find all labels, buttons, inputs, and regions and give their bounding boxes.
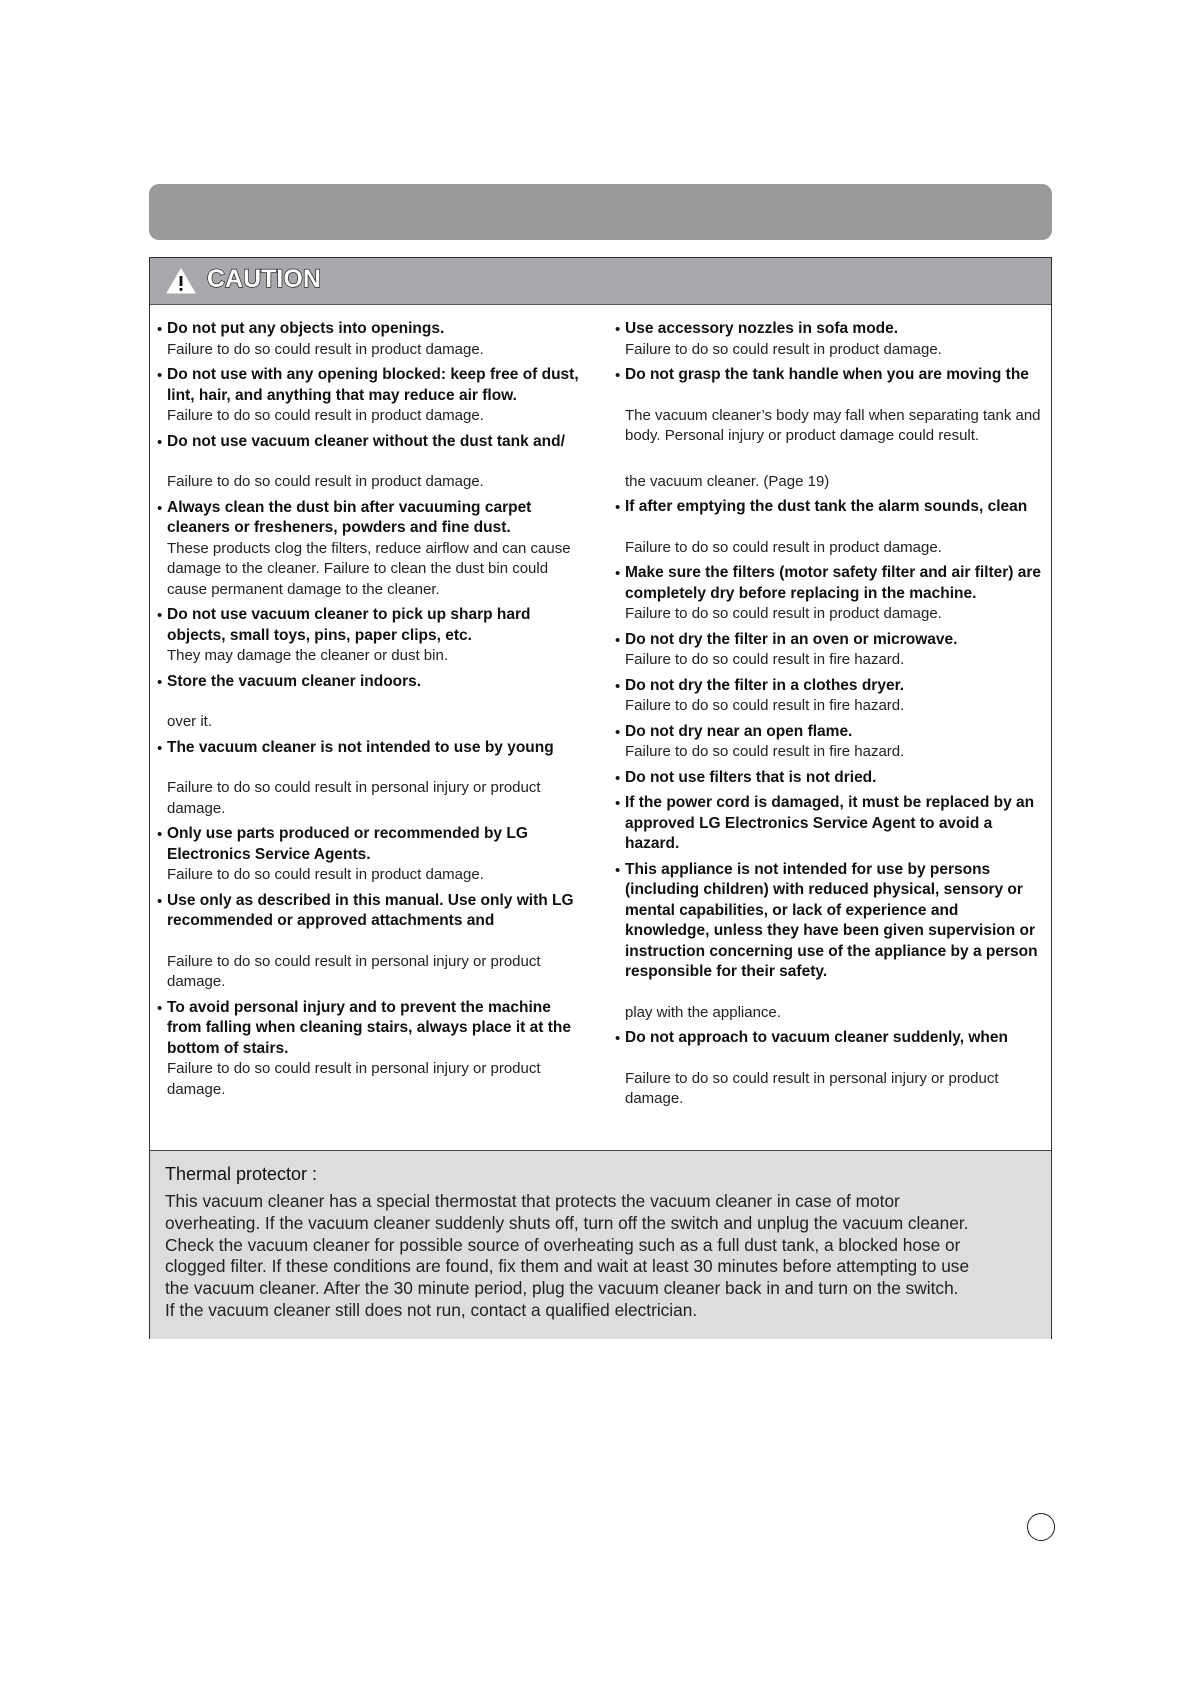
caution-item-desc: Failure to do so could result in fire hazard. [625,697,905,714]
caution-item-desc: Failure to do so could result in product damage. [167,407,484,424]
caution-item-title: • Do not use filters that is not dried. [625,768,877,786]
caution-item-desc: Failure to do so could result in product damage. [167,340,484,358]
caution-item [615,563,1045,625]
caution-item [615,676,1045,717]
thermal-protector-text [165,1191,1015,1322]
caution-item [157,605,582,667]
caution-item [615,860,1045,1024]
caution-item [157,891,582,993]
caution-item-title: • Make sure the filters (motor safety filter and air filter) are completely dry before replacing in the machine. [625,564,1042,602]
thermal-protector-line: the vacuum cleaner. After the 30 minute period, plug the vacuum cleaner back in and turn on the switch. [165,1278,959,1299]
caution-item-title: • Do not use vacuum cleaner without the dust tank and/ [167,432,565,450]
caution-item-desc: Failure to do so could result in product damage. [625,605,942,622]
caution-item [615,722,1045,763]
thermal-protector-box [150,1150,1051,1339]
page-number-circle [1027,1513,1055,1541]
caution-item-title: • This appliance is not intended for use by persons (including children) with reduced physical, sensory or mental capabilities, or lack of experience and knowledge, unless they have been given supervision or instruction concerning use of the appliance by a person responsible for their safety. [625,860,1038,980]
caution-item [157,738,582,820]
caution-item [157,498,582,601]
caution-item-title: • Always clean the dust bin after vacuuming carpet cleaners or fresheners, powders and fine dust. [167,498,532,536]
caution-item-title: • Do not dry the filter in an oven or microwave. [625,630,958,648]
caution-item-title: • If after emptying the dust tank the alarm sounds, clean [625,498,1028,515]
caution-item-desc: Failure to do so could result in personal injury or product damage. [167,1060,541,1098]
caution-item-desc: Failure to do so could result in personal injury or product damage. [167,779,541,817]
caution-item [615,793,1045,855]
caution-item-desc: over it. [167,713,213,730]
caution-item [615,630,1045,671]
caution-item [157,824,582,886]
caution-item [615,452,1045,493]
caution-item [157,432,582,493]
caution-item [615,319,1045,360]
caution-item-title: • Store the vacuum cleaner indoors. [167,672,422,690]
caution-item-title: • Do not use with any opening blocked: keep free of dust, lint, hair, and anything that may reduce air flow. [167,366,579,404]
caution-item-desc: Failure to do so could result in product damage. [625,340,942,358]
caution-item-title: • If the power cord is damaged, it must be replaced by an approved LG Electronics Service Agent to avoid a hazard. [625,794,1035,852]
caution-item-desc: Failure to do so could result in personal injury or product damage. [167,952,541,990]
thermal-protector-line: overheating. If the vacuum cleaner suddenly shuts off, turn off the switch and unplug the vacuum cleaner. [165,1212,969,1233]
caution-item [615,768,1045,789]
caution-item-desc: play with the appliance. [625,1003,781,1021]
caution-item [157,998,582,1101]
warning-triangle-icon [166,268,196,294]
caution-item-title: • Do not grasp the tank handle when you are moving the [625,366,1029,383]
caution-item-desc: They may damage the cleaner or dust bin. [167,647,448,664]
caution-right-column [615,319,1045,1115]
thermal-protector-line: This vacuum cleaner has a special thermostat that protects the vacuum cleaner in case of motor [165,1191,900,1211]
thermal-protector-title: Thermal protector : [165,1164,318,1184]
caution-item-desc: the vacuum cleaner. (Page 19) [625,472,830,490]
thermal-protector-line: clogged filter. If these conditions are found, fix them and wait at least 30 minutes before attempting to use [165,1256,970,1277]
caution-item-desc: These products clog the filters, reduce airflow and can cause damage to the cleaner. Failure to clean the dust bin could cause permanent damage to the cleaner. [167,539,571,598]
section-header-bar [149,184,1052,240]
caution-item [615,497,1045,558]
caution-item-title: • Do not use vacuum cleaner to pick up sharp hard objects, small toys, pins, paper clips, etc. [167,606,531,644]
caution-item-title: • Do not put any objects into openings. [167,320,445,337]
caution-item-title: • Use accessory nozzles in sofa mode. [625,320,899,337]
caution-item-desc: Failure to do so could result in fire hazard. [625,743,905,760]
caution-box [149,257,1052,1339]
caution-item-title: • Do not approach to vacuum cleaner suddenly, when [625,1029,1008,1046]
caution-item-title: • Do not dry near an open flame. [625,722,853,740]
caution-item-title: • To avoid personal injury and to prevent the machine from falling when cleaning stairs, always place it at the bottom of stairs. [167,998,571,1057]
caution-left-column [157,319,582,1105]
caution-item-desc: Failure to do so could result in product damage. [625,538,942,556]
caution-item-title: • Use only as described in this manual. Use only with LG recommended or approved attachments and [167,891,574,929]
caution-item [615,1028,1045,1110]
caution-item-desc: Failure to do so could result in personal injury or product damage. [625,1069,999,1107]
caution-item-desc: Failure to do so could result in product damage. [167,866,484,883]
thermal-protector-line: Check the vacuum cleaner for possible source of overheating such as a full dust tank, a blocked hose or [165,1234,961,1255]
caution-item-title: • The vacuum cleaner is not intended to use by young [167,738,554,756]
caution-item [157,319,582,360]
caution-title: CAUTION [207,265,321,293]
thermal-protector-line: If the vacuum cleaner still does not run, contact a qualified electrician. [165,1299,698,1320]
caution-item-desc: The vacuum cleaner’s body may fall when separating tank and body. Personal injury or product damage could result. [625,406,1041,444]
caution-item-desc: Failure to do so could result in fire hazard. [625,651,905,668]
caution-header [150,258,1051,305]
caution-item-title: • Only use parts produced or recommended by LG Electronics Service Agents. [167,825,528,863]
caution-item [157,365,582,427]
caution-item [615,365,1045,447]
caution-item-desc: Failure to do so could result in product damage. [167,473,484,490]
caution-item [157,672,582,733]
caution-item-title: • Do not dry the filter in a clothes dryer. [625,676,905,694]
